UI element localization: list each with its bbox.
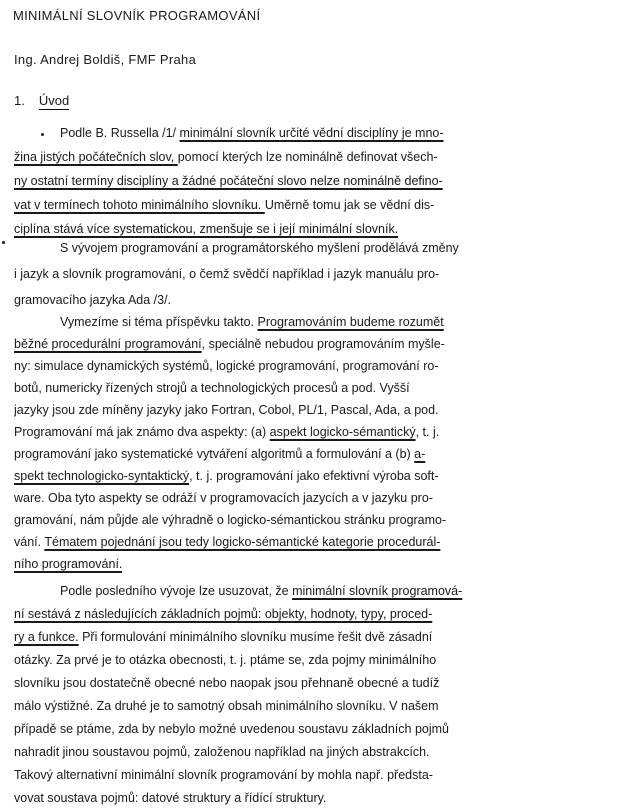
text-segment: botů, numericky řízených strojů a technologických procesů a pod. Vyšší (14, 381, 410, 395)
text-line (60, 237, 600, 259)
text-line (14, 170, 600, 192)
text-segment: , t. j. programování jako efektivní výroba soft- (189, 469, 439, 483)
speck-mark (2, 241, 5, 244)
text-line (14, 194, 600, 216)
section-heading (14, 93, 69, 108)
text-line (14, 741, 600, 763)
author-line: Ing. Andrej Boldiš, FMF Praha (14, 52, 197, 67)
underlined-text: vat v termínech tohoto minimálního slovníku. (14, 198, 265, 212)
text-segment: ny: simulace dynamických systémů, logické programování, programování ro- (14, 359, 439, 373)
text-segment: gramování, nám půjde ale výhradně o logicko-sémantickou stránku programo- (14, 513, 447, 527)
section-name: Úvod (38, 93, 70, 108)
speck-mark (41, 133, 44, 136)
text-segment: otázky. Za prvé je to otázka obecnosti, t. j. ptáme se, zda pojmy minimálního (14, 653, 437, 667)
text-segment: Podle posledního vývoje lze usuzovat, že (60, 584, 293, 598)
underlined-text: minimální slovník určité vědní disciplíny je mno- (179, 126, 444, 140)
underlined-text: ny ostatní termíny disciplíny a žádné počáteční slovo nelze nominálně defino- (14, 174, 443, 188)
underlined-text: minimální slovník programová- (292, 584, 463, 598)
text-line (14, 787, 326, 809)
text-line (14, 377, 600, 399)
text-segment: Vymezíme si téma příspěvku takto. (60, 315, 258, 329)
underlined-text: Tématem pojednání jsou tedy logicko-sémantické kategorie procedurál- (44, 535, 441, 549)
text-segment: Programování má jak známo dva aspekty: (a) (14, 425, 270, 439)
text-line (14, 399, 600, 421)
section-number: 1. (14, 93, 25, 108)
text-line (14, 263, 600, 285)
text-segment: Takový alternativní minimální slovník programování by mohla např. předsta- (14, 768, 433, 782)
text-segment: S vývojem programování a programátorského myšlení prodělává změny (60, 241, 459, 255)
underlined-text: a- (414, 447, 426, 461)
text-segment: gramovacího jazyka Ada /3/. (14, 293, 172, 307)
text-line (60, 122, 600, 144)
text-segment: Podle B. Russella /1/ (60, 126, 180, 140)
underlined-text: ciplína stává více systematickou, zmenšuje se i její minimální slovník. (14, 222, 399, 236)
underlined-text: spekt technologicko-syntaktický (14, 469, 190, 483)
underlined-text: ní sestává z následujících základních pojmů: objekty, hodnoty, typy, proced- (14, 607, 433, 621)
text-segment: jazyky jsou zde míněny jazyky jako Fortran, Cobol, PL/1, Pascal, Ada, a pod. (14, 403, 439, 417)
text-line (14, 355, 600, 377)
underlined-text: běžné procedurální programování (14, 337, 202, 351)
text-segment: Při formulování minimálního slovníku musíme řešit dvě zásadní (78, 630, 433, 644)
document-title: MINIMÁLNÍ SLOVNÍK PROGRAMOVÁNÍ (13, 8, 261, 23)
text-line (14, 421, 600, 443)
text-line (14, 626, 600, 648)
text-line (14, 553, 122, 575)
text-line (14, 465, 600, 487)
text-line (14, 718, 600, 740)
underlined-text: žina jistých počátečních slov, (14, 150, 178, 164)
text-segment: vání. (14, 535, 45, 549)
text-segment: případě se ptáme, zda by nebylo možné uvedenou soustavu základních pojmů (14, 722, 449, 736)
text-line (14, 672, 600, 694)
text-line (14, 509, 600, 531)
text-line (14, 531, 600, 553)
underlined-text: ry a funkce. (14, 630, 79, 644)
text-segment: Uměrně tomu jak se vědní dis- (264, 198, 435, 212)
text-line (14, 695, 600, 717)
text-line (60, 311, 600, 333)
text-segment: slovníku jsou dostatečně obecné nebo naopak jsou přehnaně obecné a tudíž (14, 676, 440, 690)
text-line (14, 603, 600, 625)
text-segment: pomocí kterých lze nominálně definovat všech- (177, 150, 438, 164)
underlined-text: ního programování. (14, 557, 123, 571)
text-line (60, 580, 600, 602)
underlined-text: aspekt logicko-sémantický (269, 425, 416, 439)
text-segment: ware. Oba tyto aspekty se odráží v programovacích jazycích a v jazyku pro- (14, 491, 433, 505)
text-segment: programování jako systematické vytváření algoritmů a formulování a (b) (14, 447, 415, 461)
text-segment: i jazyk a slovník programování, o čemž svědčí například i jazyk manuálu pro- (14, 267, 440, 281)
text-line (14, 764, 600, 786)
underlined-text: Programováním budeme rozumět (257, 315, 444, 329)
text-line (14, 333, 600, 355)
text-segment: vovat soustava pojmů: datové struktury a řídící struktury. (14, 791, 327, 805)
text-segment: málo výstižné. Za druhé je to samotný obsah minimálního slovníku. V našem (14, 699, 439, 713)
text-line (14, 487, 600, 509)
text-line (14, 289, 171, 311)
text-line (14, 649, 600, 671)
text-segment: , speciálně nebudou programováním myšle- (201, 337, 445, 351)
text-line (14, 146, 600, 168)
text-segment: nahradit jinou soustavou pojmů, založenou například na jiných abstrakcích. (14, 745, 430, 759)
text-segment: , t. j. (415, 425, 440, 439)
text-line (14, 443, 600, 465)
